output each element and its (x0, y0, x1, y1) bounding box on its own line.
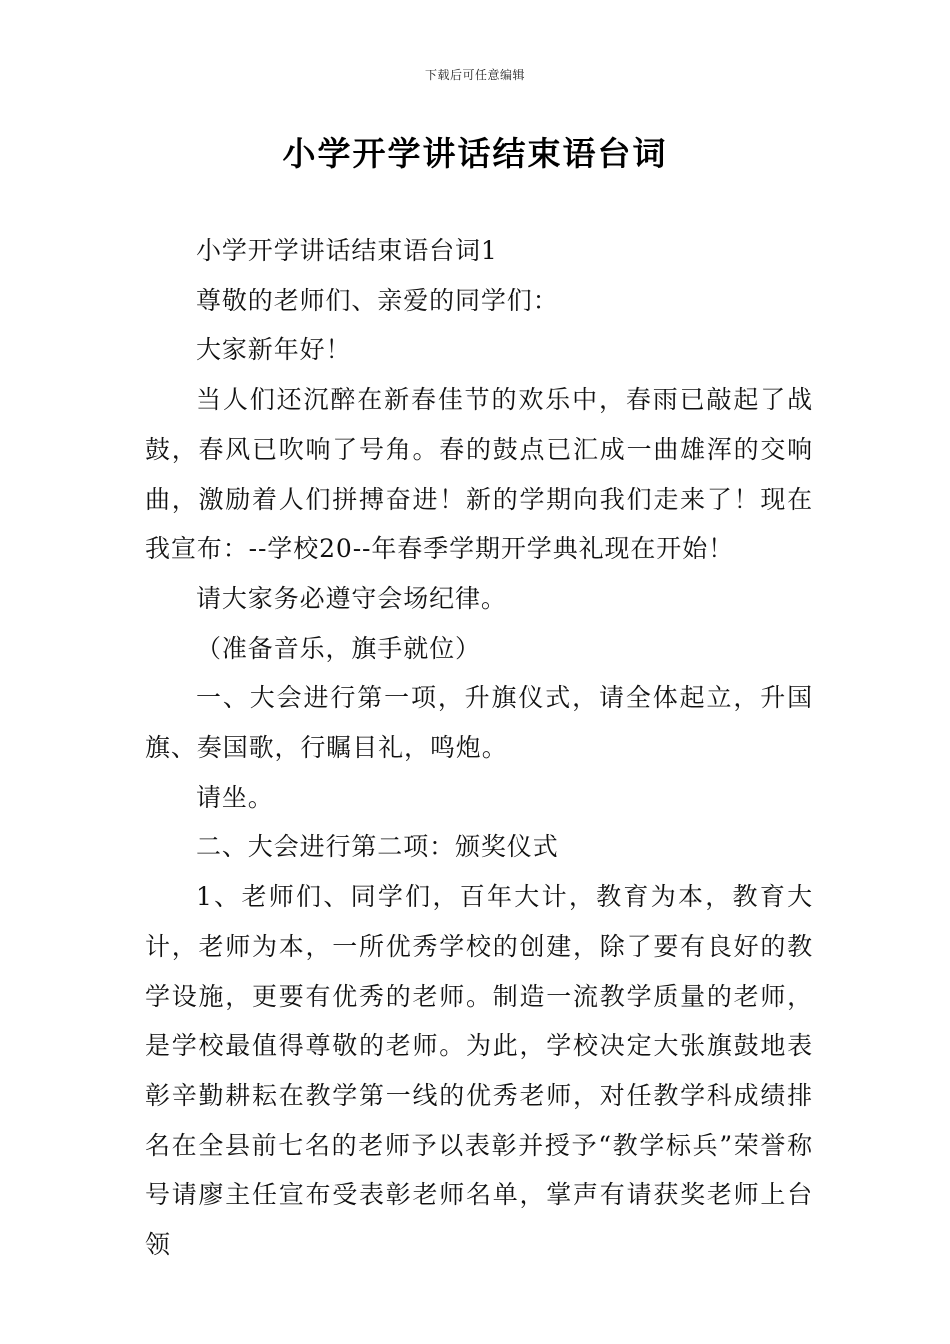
agenda-item-two-paragraph: 二、大会进行第二项：颁奖仪式 (196, 832, 559, 862)
section-heading: 小学开学讲话结束语台词1 (196, 236, 498, 265)
document-body (145, 226, 813, 1270)
stage-direction-paragraph: （准备音乐，旗手就位） (196, 633, 481, 663)
salutation-paragraph: 尊敬的老师们、亲爱的同学们： (196, 285, 559, 315)
agenda-item-one-paragraph: 一、大会进行第一项，升旗仪式，请全体起立，升国旗、奏国歌，行瞩目礼，鸣炮。 (145, 683, 813, 763)
header-note: 下载后可任意编辑 (424, 68, 525, 82)
please-sit-paragraph: 请坐。 (196, 782, 274, 812)
greeting-paragraph: 大家新年好！ (196, 335, 352, 365)
document-title: 小学开学讲话结束语台词 (282, 134, 668, 173)
discipline-paragraph: 请大家务必遵守会场纪律。 (196, 583, 507, 613)
opening-paragraph: 当人们还沉醉在新春佳节的欢乐中，春雨已敲起了战鼓，春风已吹响了号角。春的鼓点已汇成一曲雄浑的交响曲，激励着人们拼搏奋进！新的学期向我们走来了！现在我宣布：--学校20--年春季学期开学典礼现在开始！ (145, 385, 813, 564)
award-paragraph: 1、老师们、同学们，百年大计，教育为本，教育大计，老师为本，一所优秀学校的创建，除了要有良好的教学设施，更要有优秀的老师。制造一流教学质量的老师，是学校最值得尊敬的老师。为此，学校决定大张旗鼓地表彰辛勤耕耘在教学第一线的优秀老师，对任教学科成绩排名在全县前七名的老师予以表彰并授予“教学标兵”荣誉称号请廖主任宣布受表彰老师名单，掌声有请获奖老师上台领 (145, 882, 813, 1260)
